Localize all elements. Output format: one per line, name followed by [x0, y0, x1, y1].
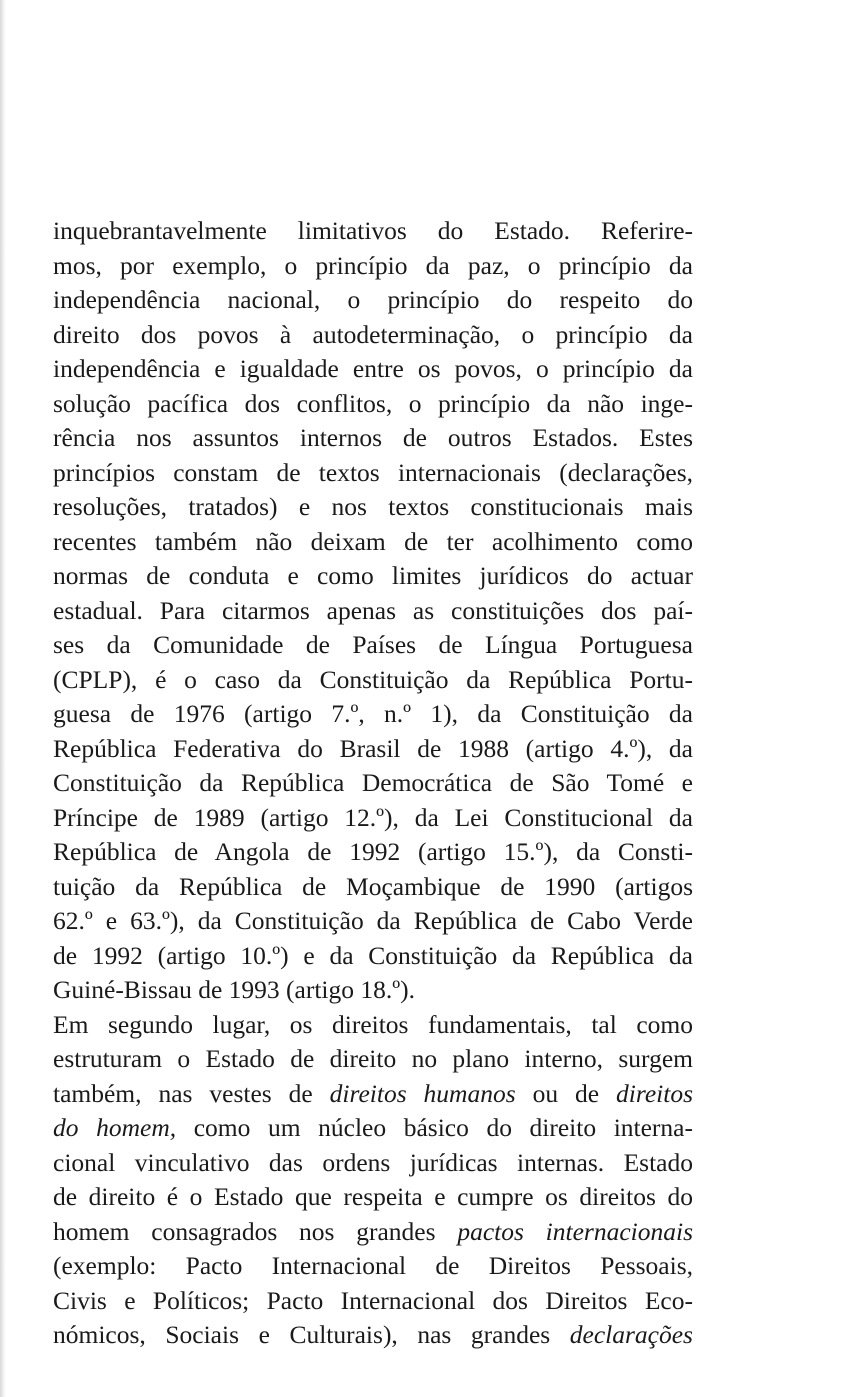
text-segment: (CPLP), é o caso da Constituição da República Portu- [53, 664, 693, 694]
text-line [53, 352, 693, 387]
italic-text: direitos humanos [329, 1078, 516, 1108]
text-line [53, 1284, 693, 1319]
text-line [53, 1249, 693, 1284]
text-segment: como um núcleo básico do direito interna- [176, 1113, 693, 1142]
text-segment: Civis e Políticos; Pacto Internacional dos Direitos Eco- [53, 1285, 693, 1315]
text-line [53, 1180, 693, 1215]
text-segment: 62.º e 63.º), da Constituição da República de Cabo Verde [53, 906, 693, 935]
page-binding-edge [0, 0, 6, 1397]
text-segment: de direito é o Estado que respeita e cumpre os direitos do [53, 1182, 693, 1211]
text-segment: princípios constam de textos internacionais (declarações, [53, 457, 693, 487]
text-line [53, 663, 693, 698]
text-line [53, 1215, 693, 1250]
text-segment: República Federativa do Brasil de 1988 (artigo 4.º), da [53, 733, 693, 763]
italic-text: pactos internacionais [457, 1216, 693, 1246]
text-line [53, 1318, 693, 1353]
text-segment: guesa de 1976 (artigo 7.º, n.º 1), da Constituição da [53, 699, 693, 728]
text-segment: mos, por exemplo, o princípio da paz, o princípio da [53, 250, 693, 280]
text-line [53, 318, 693, 353]
text-segment: independência e igualdade entre os povos, o princípio da [53, 354, 693, 383]
text-line [53, 1042, 693, 1077]
text-segment: de 1992 (artigo 10.º) e da Constituição da República da [53, 940, 693, 970]
text-segment: tuição da República de Moçambique de 1990 (artigos [53, 871, 693, 901]
text-line [53, 732, 693, 767]
text-line [53, 249, 693, 284]
italic-text: do homem, [53, 1113, 177, 1142]
text-line [53, 628, 693, 663]
text-segment: homem consagrados nos grandes [53, 1216, 458, 1246]
text-line [53, 801, 693, 836]
text-segment: Guiné-Bissau de 1993 (artigo 18.º). [53, 975, 416, 1004]
text-line [53, 387, 693, 422]
text-segment: resoluções, tratados) e nos textos constitucionais mais [53, 492, 693, 521]
text-line [53, 1077, 693, 1112]
italic-text: direitos [616, 1078, 693, 1108]
text-segment: República de Angola de 1992 (artigo 15.º), da Consti- [53, 837, 693, 866]
text-line [53, 973, 693, 1008]
text-line [53, 490, 693, 525]
text-segment: Constituição da República Democrática de São Tomé e [53, 768, 693, 797]
text-segment: ou de [515, 1078, 617, 1108]
text-line [53, 870, 693, 905]
text-line [53, 697, 693, 732]
text-line [53, 214, 693, 249]
text-segment: estadual. Para citarmos apenas as constituições dos paí- [53, 595, 693, 625]
text-segment: (exemplo: Pacto Internacional de Direitos Pessoais, [53, 1251, 693, 1280]
text-segment: estruturam o Estado de direito no plano interno, surgem [53, 1044, 693, 1073]
text-line [53, 835, 693, 870]
text-segment: normas de conduta e como limites jurídicos do actuar [53, 561, 693, 590]
text-segment: Príncipe de 1989 (artigo 12.º), da Lei Constitucional da [53, 802, 693, 832]
text-line [53, 283, 693, 318]
text-line [53, 594, 693, 629]
text-line [53, 939, 693, 974]
text-line [53, 1008, 693, 1043]
text-segment: rência nos assuntos internos de outros Estados. Estes [53, 423, 693, 452]
text-segment: também, nas vestes de [53, 1078, 330, 1108]
text-line [53, 421, 693, 456]
body-text [53, 214, 693, 1353]
text-segment: nómicos, Sociais e Culturais), nas grandes [53, 1320, 570, 1349]
text-segment: solução pacífica dos conflitos, o princípio da não inge- [53, 388, 693, 418]
text-segment: recentes também não deixam de ter acolhimento como [53, 526, 693, 556]
text-line [53, 559, 693, 594]
text-line [53, 1146, 693, 1181]
text-line [53, 766, 693, 801]
text-segment: direito dos povos à autodeterminação, o princípio da [53, 319, 693, 349]
text-line [53, 456, 693, 491]
italic-text: declarações [569, 1320, 693, 1349]
text-segment: inquebrantavelmente limitativos do Estado. Referire- [53, 216, 693, 245]
text-line [53, 525, 693, 560]
text-line [53, 1111, 693, 1146]
text-line [53, 904, 693, 939]
text-segment: cional vinculativo das ordens jurídicas internas. Estado [53, 1147, 693, 1177]
text-segment: independência nacional, o princípio do respeito do [53, 285, 693, 314]
text-segment: ses da Comunidade de Países de Língua Portuguesa [53, 630, 693, 659]
text-segment: Em segundo lugar, os direitos fundamentais, tal como [53, 1009, 693, 1039]
